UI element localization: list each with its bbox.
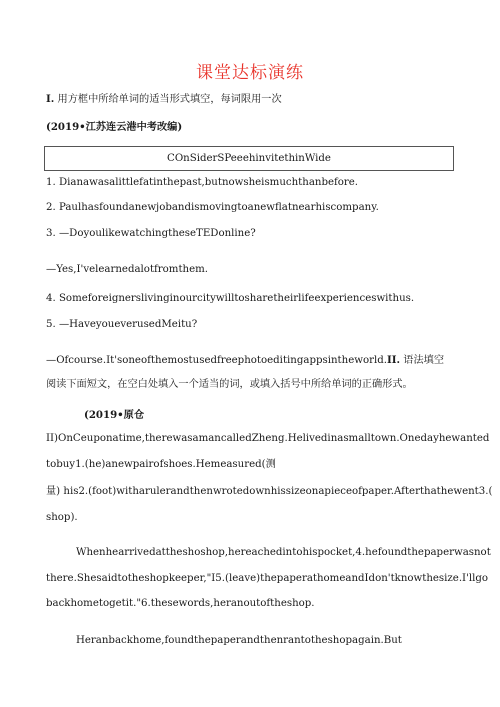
section2-title: 语法填空	[400, 355, 445, 366]
section1-instruction: 用方框中所给单词的适当形式填空，每词限用一次	[54, 94, 282, 105]
passage-line-1: II)OnCeuponatime,therewasamancalledZheng.Helivedinasmalltown.Onedayhewanted	[46, 433, 490, 444]
item-1: 1. Dianawasalittlefatinthepast,butnowsheismuchthanbefore.	[46, 177, 359, 188]
section2-transition	[46, 353, 466, 368]
passage-line-8: Heranbackhome,foundthepaperandthenrantotheshopagain.But	[76, 635, 402, 646]
page-title: 课堂达标演练	[196, 63, 304, 83]
item-3: 3. —DoyoulikewatchingtheseTEDonline?	[46, 228, 256, 239]
item-2: 2. Paulhasfoundanewjobandismovingtoanewflatnearhiscompany.	[46, 202, 379, 213]
passage-line-2: tobuy1.(he)anewpairofshoes.Hemeasured(测	[46, 459, 276, 470]
passage-line-7: backhometogetit."6.thesewords,heranoutoftheshop.	[46, 598, 315, 609]
section2-source: (2019•原仓	[84, 409, 145, 421]
item-5-answer: —Ofcourse.It'soneofthemostusedfreephotoeditingappsintheworld.	[46, 355, 387, 366]
section1-number: I.	[46, 93, 55, 105]
word-box-text: COnSiderSPeeehinvitethinWide	[167, 153, 331, 164]
section2-instruction: 阅读下面短文，在空白处填入一个适当的词，或填入括号中所给单词的正确形式。	[46, 379, 413, 390]
passage-line-4: shop).	[46, 512, 78, 523]
passage-line-5: Whenhearrivedattheshoshop,hereachedintohispocket,4.hefoundthepaperwasnot	[76, 547, 491, 558]
passage-line-6: there.Shesaidtotheshopkeeper,"I5.(leave)thepaperathomeandIdon'tknowthesize.I'llgo	[46, 573, 489, 584]
passage-line-3: 量) his2.(foot)witharulerandthenwrotedownhissizeonapieceofpaper.Afterthathewent3.(	[46, 486, 493, 497]
section2-number: II.	[386, 354, 401, 366]
item-5: 5. —HaveyoueverusedMeitu?	[46, 319, 198, 330]
item-3-answer: —Yes,I'velearnedalotfromthem.	[46, 264, 209, 275]
item-4: 4. Someforeignerslivinginourcitywilltosharetheirlifeexperienceswithus.	[46, 293, 415, 304]
word-box	[44, 146, 454, 171]
section1-heading	[46, 92, 466, 107]
section1-source: (2019•江苏连云港中考改编)	[46, 121, 183, 133]
